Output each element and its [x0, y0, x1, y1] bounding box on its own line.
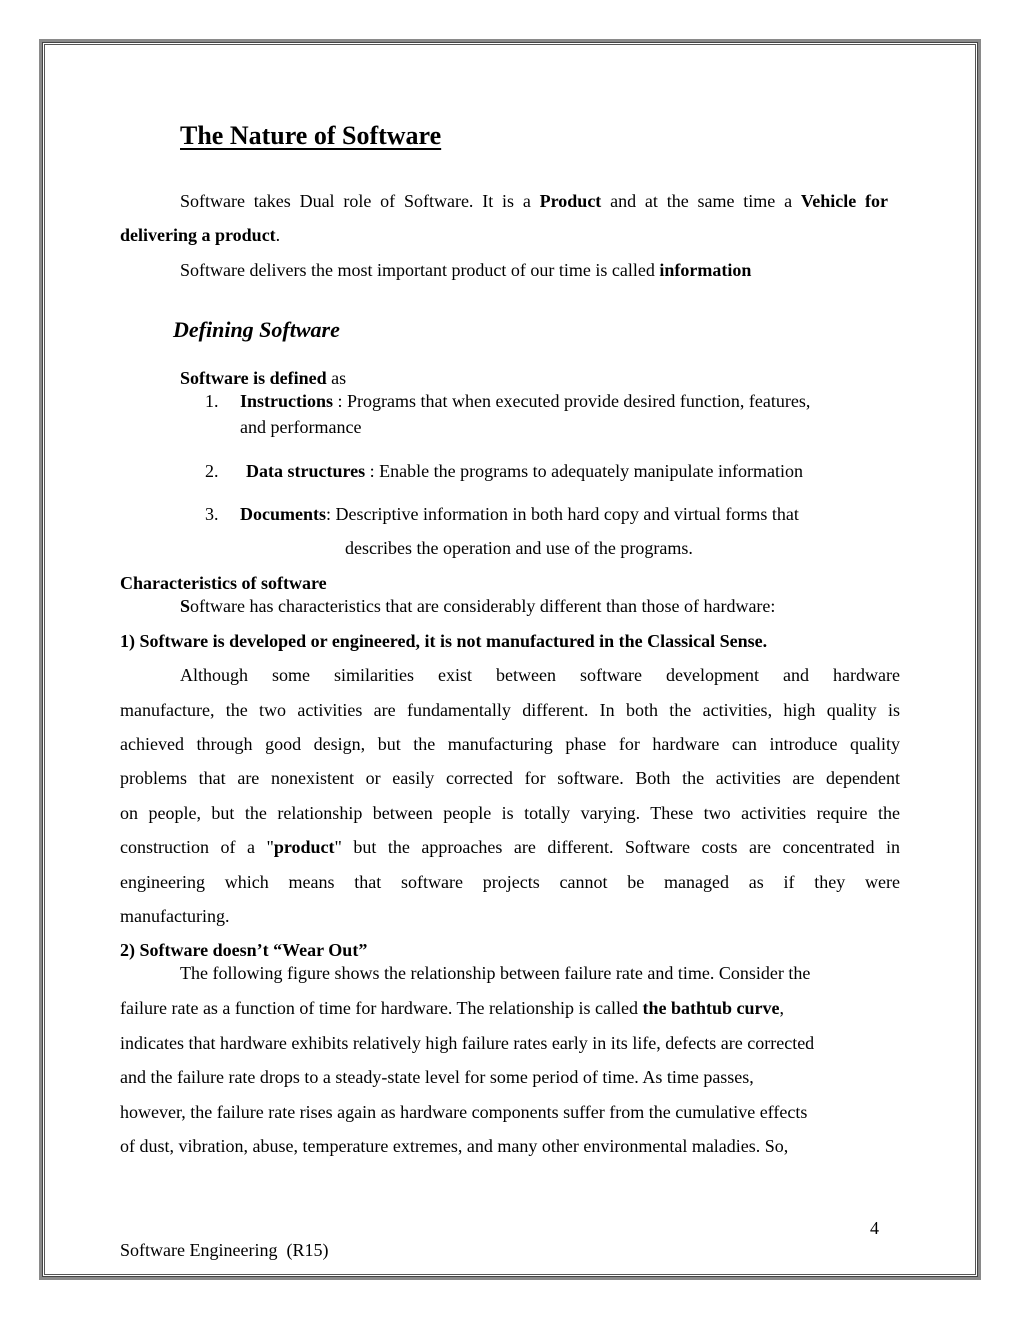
- text: : Descriptive information in both hard copy and virtual forms that: [326, 504, 799, 524]
- paragraph-line: [120, 871, 900, 893]
- bold-text: 2) Software doesn’t “Wear Out”: [120, 940, 368, 960]
- paragraph-line: [120, 802, 900, 824]
- paragraph-line: [120, 997, 784, 1019]
- bold-text: 1) Software is developed or engineered, it is not manufactured in the Classical Sense.: [120, 631, 768, 651]
- paragraph-line: [180, 259, 751, 281]
- text: manufacturing.: [120, 906, 230, 926]
- paragraph-line: [120, 1135, 788, 1157]
- subsection-heading: [120, 630, 767, 652]
- bold-text: information: [659, 260, 752, 280]
- list-number: [205, 390, 219, 412]
- list-item: [246, 460, 803, 482]
- list-item: [240, 416, 361, 438]
- paragraph-line: [120, 224, 280, 246]
- bold-text: Data structures: [246, 461, 366, 481]
- text: and at the same time a: [601, 191, 801, 211]
- page-number: 4: [870, 1218, 879, 1238]
- paragraph-line: [180, 962, 810, 984]
- bold-text: Characteristics of software: [120, 573, 327, 593]
- paragraph-line: [120, 733, 900, 755]
- bold-text: product: [273, 837, 335, 857]
- text: manufacture, the two activities are fundamentally different. In both the activities, high quality is: [120, 700, 900, 720]
- text: Defining Software: [173, 317, 340, 342]
- bold-text: Instructions: [240, 391, 334, 411]
- text: construction of a ": [120, 837, 274, 857]
- paragraph-line: [120, 767, 900, 789]
- bold-text: the bathtub curve: [642, 998, 780, 1018]
- text: as: [326, 368, 347, 388]
- text: " but the approaches are different. Software costs are concentrated in: [334, 837, 900, 857]
- paragraph-line: [180, 595, 775, 617]
- list-item: [345, 537, 693, 559]
- text: however, the failure rate rises again as hardware components suffer from the cumulative effects: [120, 1102, 808, 1122]
- text: describes the operation and use of the programs.: [345, 538, 693, 558]
- bold-text: Software is defined: [180, 368, 327, 388]
- text: engineering which means that software projects cannot be managed as if they were: [120, 872, 900, 892]
- list-number: [205, 460, 219, 482]
- text: : Enable the programs to adequately manipulate information: [365, 461, 804, 481]
- paragraph-line: [120, 699, 900, 721]
- text: The following figure shows the relationship between failure rate and time. Consider the: [180, 963, 811, 983]
- text: 3.: [205, 504, 219, 524]
- bold-text: Product: [539, 191, 602, 211]
- paragraph-line: [120, 905, 229, 927]
- bold-text: delivering a product: [120, 225, 276, 245]
- paragraph-line: [120, 836, 900, 858]
- definition-intro: [180, 367, 346, 389]
- text: problems that are nonexistent or easily corrected for software. Both the activities are dependent: [120, 768, 900, 788]
- text: and the failure rate drops to a steady-state level for some period of time. As time passes,: [120, 1067, 754, 1087]
- paragraph-line: [120, 1101, 807, 1123]
- page-title: The Nature of Software: [180, 121, 442, 150]
- text: 2.: [205, 461, 219, 481]
- text: 1.: [205, 391, 219, 411]
- text: oftware has characteristics that are considerably different than those of hardware:: [190, 596, 776, 616]
- section-heading: [173, 317, 340, 343]
- bold-text: Vehicle for: [800, 191, 889, 211]
- list-number: [205, 503, 219, 525]
- bold-text: Documents: [240, 504, 326, 524]
- text: ,: [779, 998, 784, 1018]
- list-item: [240, 503, 799, 525]
- text: failure rate as a function of time for hardware. The relationship is called: [120, 998, 643, 1018]
- text: and performance: [240, 417, 362, 437]
- text: .: [275, 225, 281, 245]
- page-footer: Software Engineering (R15): [120, 1240, 329, 1260]
- list-item: [240, 390, 810, 412]
- text: of dust, vibration, abuse, temperature extremes, and many other environmental maladies. So,: [120, 1136, 789, 1156]
- section-heading: [120, 572, 327, 594]
- text: Software takes Dual role of Software. It is a: [180, 191, 540, 211]
- text: Software delivers the most important product of our time is called: [180, 260, 660, 280]
- paragraph-line: [180, 664, 900, 686]
- text: Although some similarities exist between software development and hardware: [180, 665, 900, 685]
- text: : Programs that when executed provide desired function, features,: [333, 391, 811, 411]
- text: achieved through good design, but the manufacturing phase for hardware can introduce quality: [120, 734, 900, 754]
- text: on people, but the relationship between people is totally varying. These two activities require the: [120, 803, 900, 823]
- bold-text: S: [180, 596, 191, 616]
- paragraph-line: [120, 1066, 754, 1088]
- paragraph-line: [120, 1032, 814, 1054]
- paragraph-line: [180, 190, 888, 212]
- text: indicates that hardware exhibits relatively high failure rates early in its life, defects are corrected: [120, 1033, 815, 1053]
- subsection-heading: [120, 939, 367, 961]
